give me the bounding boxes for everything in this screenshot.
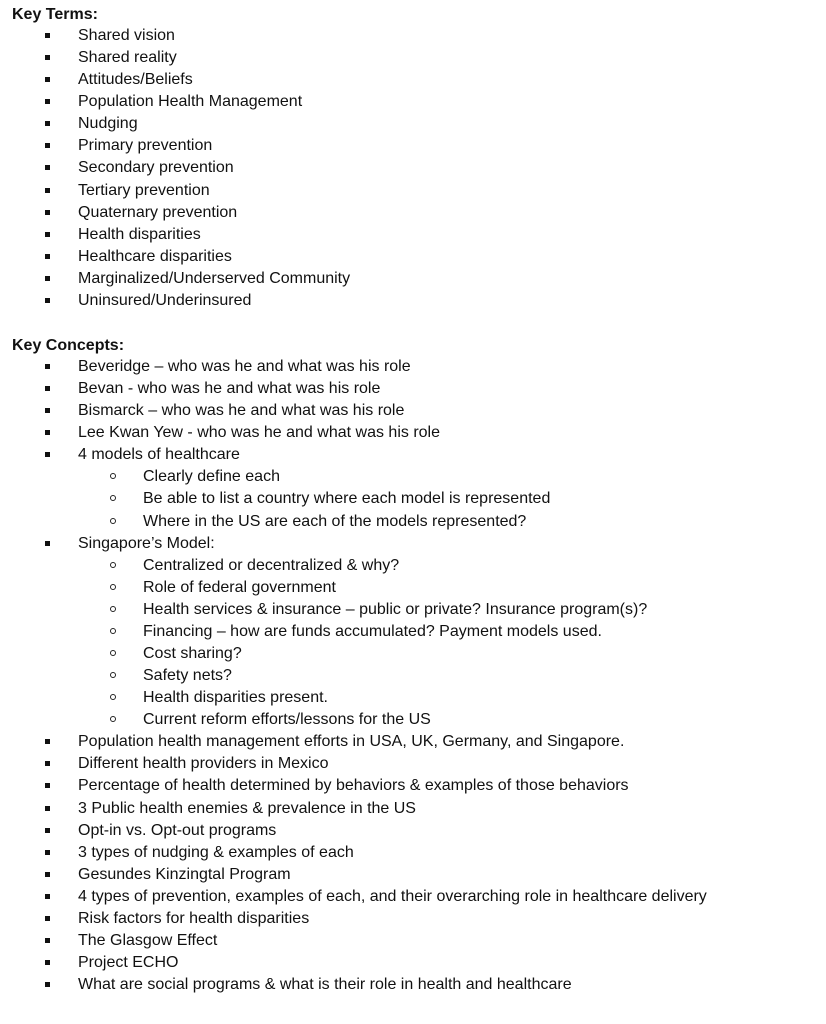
square-bullet-icon: [45, 254, 50, 259]
circle-bullet-icon: [110, 518, 116, 524]
square-bullet-icon: [45, 99, 50, 104]
square-bullet-icon: [45, 783, 50, 788]
circle-bullet-icon: [110, 672, 116, 678]
square-bullet-icon: [45, 806, 50, 811]
square-bullet-icon: [45, 165, 50, 170]
square-bullet-icon: [45, 33, 50, 38]
circle-bullet-icon: [110, 716, 116, 722]
square-bullet-icon: [45, 828, 50, 833]
square-bullet-icon: [45, 55, 50, 60]
key-terms-heading: Key Terms:: [12, 6, 98, 23]
circle-bullet-icon: [110, 650, 116, 656]
square-bullet-icon: [45, 232, 50, 237]
square-bullet-icon: [45, 872, 50, 877]
square-bullet-icon: [45, 430, 50, 435]
square-bullet-icon: [45, 364, 50, 369]
document-page: Key Terms: Shared vision Shared reality Attitudes/Beliefs Population Health Management Nudging Primary prevention Secondary prevention Tertiary prevention Quaternary prevention Health disparities Healthcare disparities Marginalized/Underserved Community Uninsured/Underinsured Key Concepts: Beveridge – who was he and what was his role Bevan - who was he and what was his role Bismarck – who was he and what was his role Lee Kwan Yew - who was he and what was his role 4 models of healthcare Clearly define each Be able to list a country where each model is represented Where in the US are each of the models represented? Singapore’s Model: Centralized or decentralized & why? Role of federal government Health services & insurance – public or private? Insurance program(s)? Financing – how are funds accumulated? Payment models used. Cost sharing? Safety nets? Health disparities present. Current reform efforts/lessons for the US Population health management efforts in USA, UK, Germany, and Singapore. Different health providers in Mexico Percentage of health determined by behaviors & examples of those behaviors 3 Public health enemies & prevalence in the US Opt-in vs. Opt-out programs 3 types of nudging & examples of each Gesundes Kinzingtal Program 4 types of prevention, examples of each, and their overarching role in healthcare delivery Risk factors for health disparities The Glasgow Effect Project ECHO What are social programs & what is their role in health and healthcare: [12, 6, 707, 994]
square-bullet-icon: [45, 188, 50, 193]
circle-bullet-icon: [110, 473, 116, 479]
square-bullet-icon: [45, 143, 50, 148]
square-bullet-icon: [45, 982, 50, 987]
square-bullet-icon: [45, 276, 50, 281]
square-bullet-icon: [45, 894, 50, 899]
square-bullet-icon: [45, 298, 50, 303]
square-bullet-icon: [45, 938, 50, 943]
circle-bullet-icon: [110, 562, 116, 568]
circle-bullet-icon: [110, 584, 116, 590]
circle-bullet-icon: [110, 694, 116, 700]
square-bullet-icon: [45, 210, 50, 215]
square-bullet-icon: [45, 761, 50, 766]
square-bullet-icon: [45, 121, 50, 126]
square-bullet-icon: [45, 916, 50, 921]
square-bullet-icon: [45, 850, 50, 855]
circle-bullet-icon: [110, 495, 116, 501]
square-bullet-icon: [45, 386, 50, 391]
circle-bullet-icon: [110, 628, 116, 634]
square-bullet-icon: [45, 77, 50, 82]
square-bullet-icon: [45, 541, 50, 546]
circle-bullet-icon: [110, 606, 116, 612]
square-bullet-icon: [45, 408, 50, 413]
square-bullet-icon: [45, 739, 50, 744]
square-bullet-icon: [45, 960, 50, 965]
key-concepts-heading: Key Concepts:: [12, 337, 125, 354]
square-bullet-icon: [45, 452, 50, 457]
